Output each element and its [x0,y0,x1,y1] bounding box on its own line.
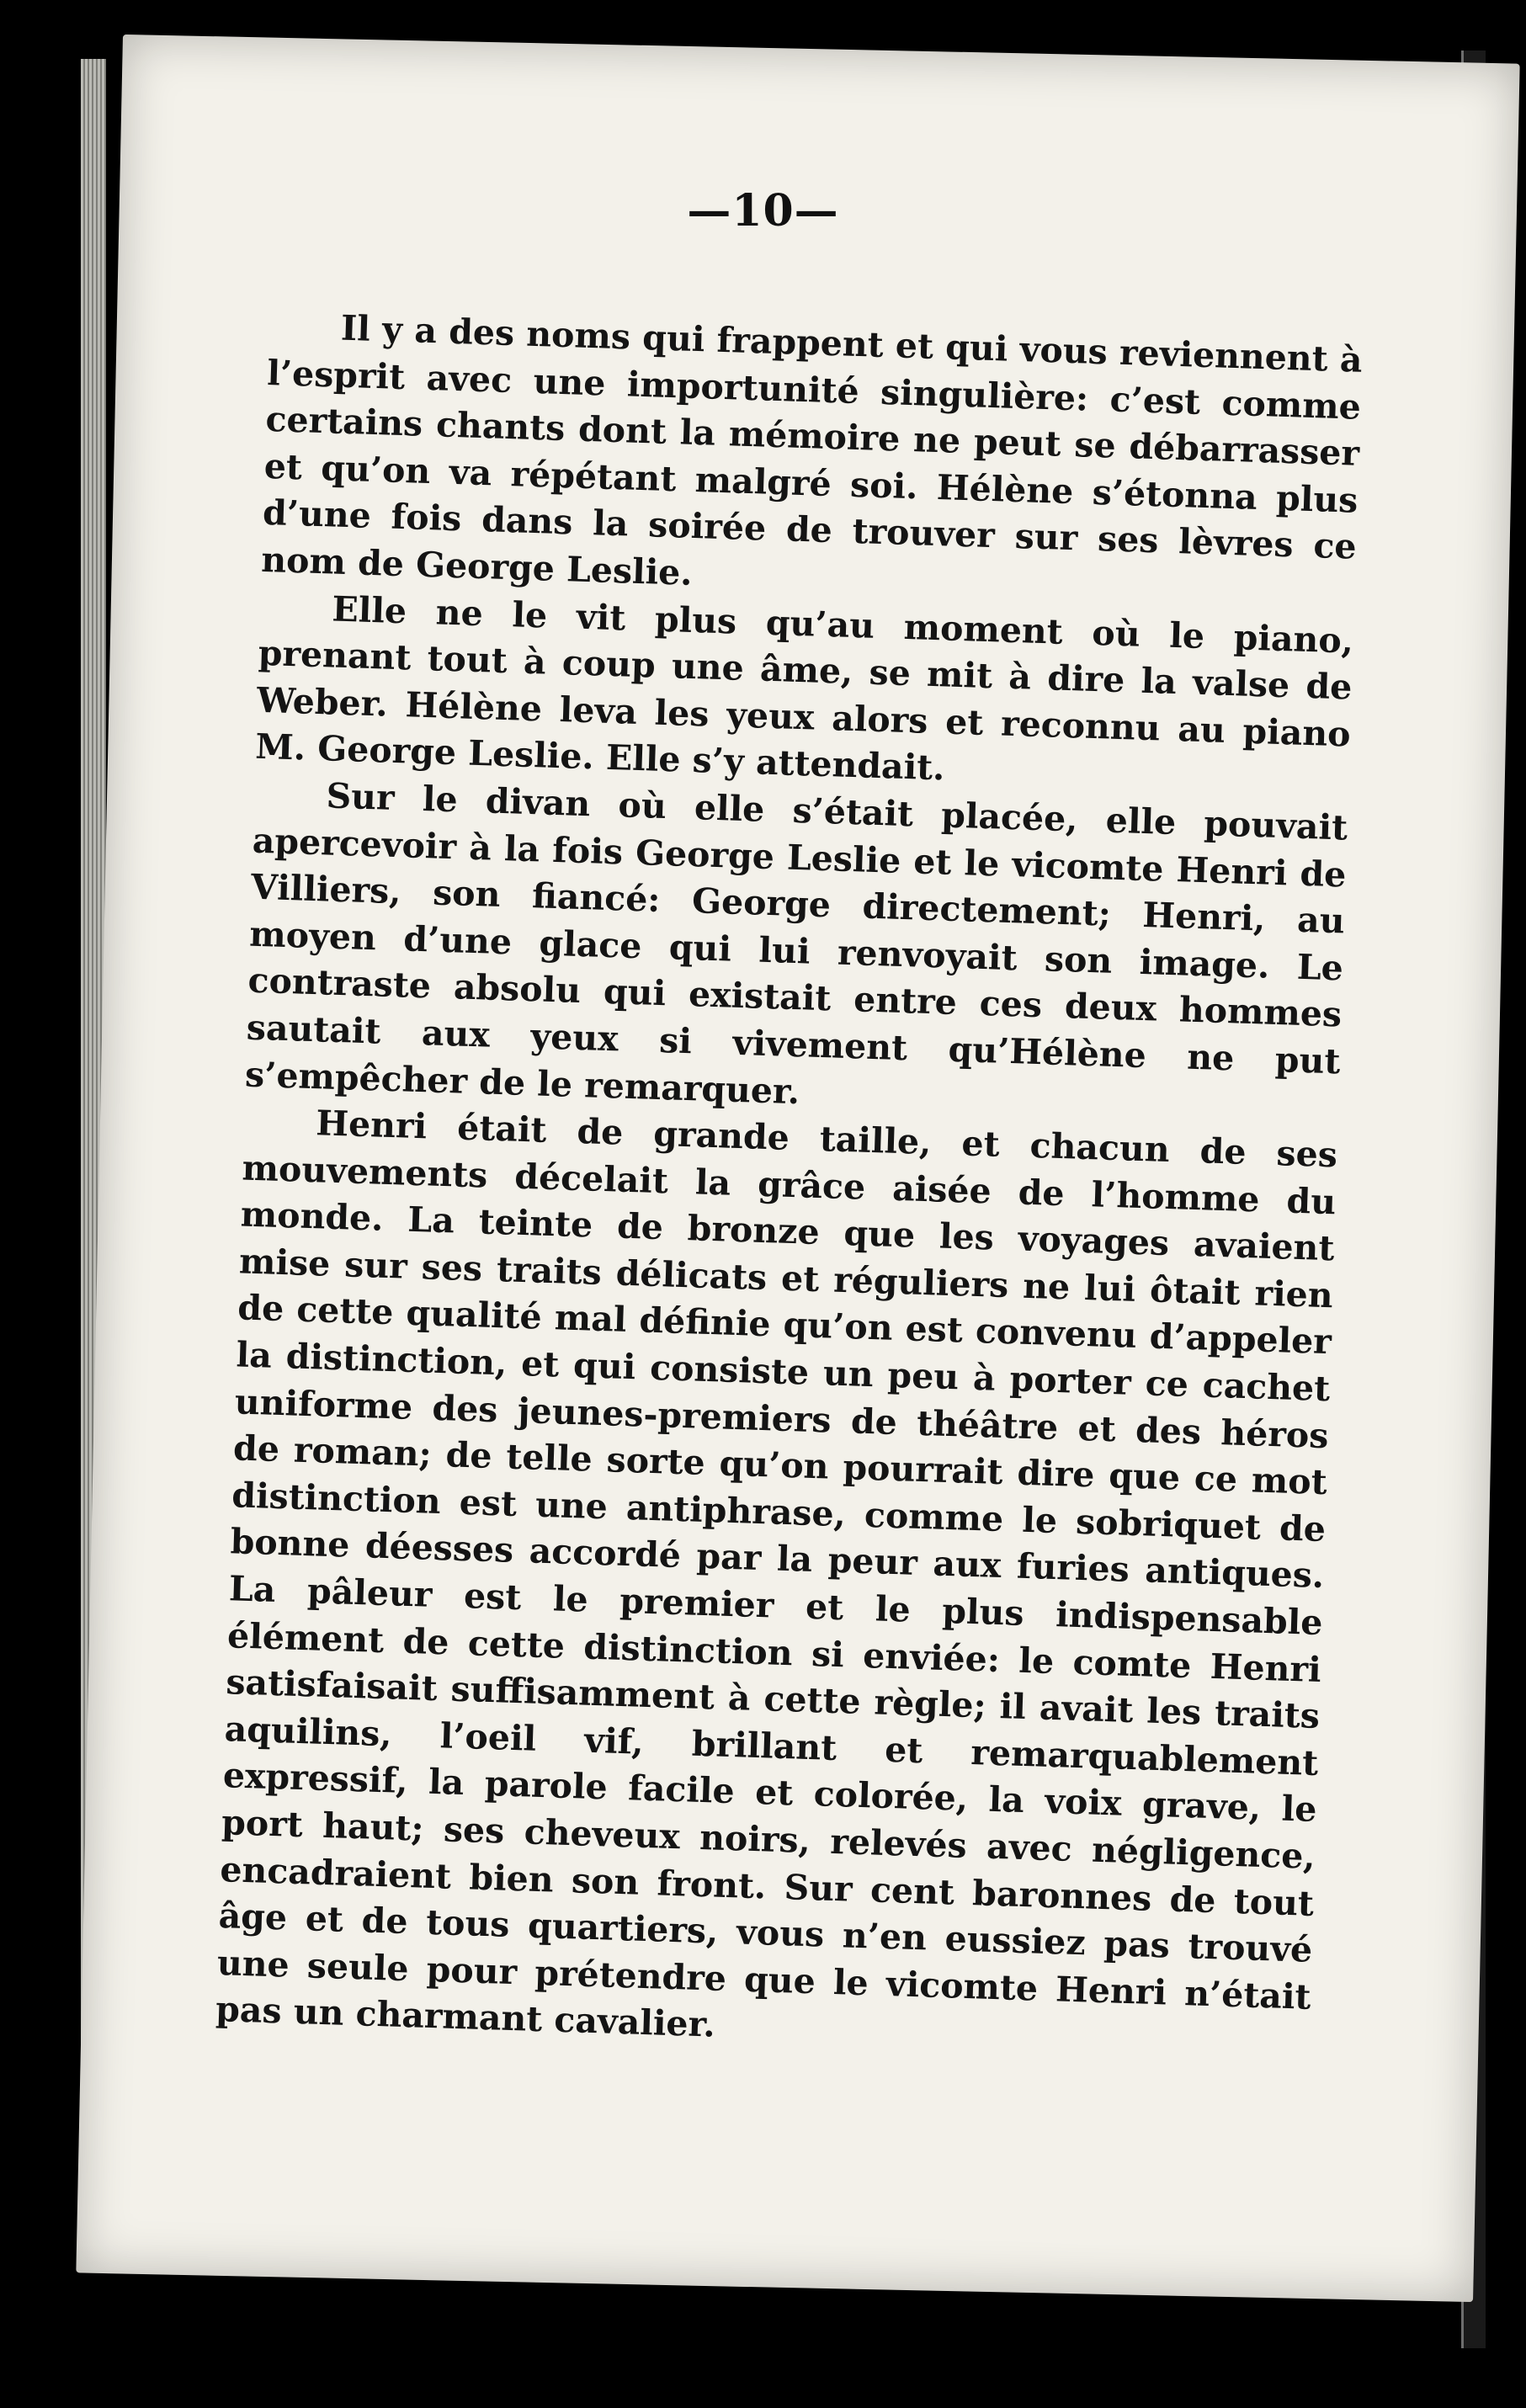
paragraph: Sur le divan où elle s’était placée, elle pouvait apercevoir à la fois George Leslie et le vicomte Henri de Villiers, son fiancé: George directement; Henri, au moyen d’une glace qui lui renvoyait son image. Le contraste absolu qui existait entre ces deux hommes sautait aux yeux si vivement qu’Hélène ne put s’empêcher de le remarquer. [244,775,1348,1112]
paragraph: Henri était de grande taille, et chacun de ses mouvements décelait la grâce aisée de l’homme du monde. La teinte de bronze que les voyages avaient mise sur ses traits délicats et réguliers ne lui ôtait rien de cette qualité mal définie qu’on est convenu d’appeler la distinction, et qui consiste un peu à porter ce cachet uniforme des jeunes-premiers de théâtre et des héros de roman; de telle sorte qu’on pourrait dire que ce mot distinction est une antiphrase, comme le sobriquet de bonne déesses accordé par la peur aux furies antiques. La pâleur est le premier et le plus indispensable élément de cette distinction si enviée: le comte Henri satisfaisait suffisamment à cette règle; il avait les traits aquilins, l’oeil vif, brillant et remarquablement expressif, la parole facile et colorée, la voix grave, le port haut; ses cheveux noirs, relevés avec négligence, encadraient bien son front. Sur cent baronnes de tout âge et de tous quartiers, vous n’en eussiez pas trouvé une seule pour prétendre que le vicomte Henri n’était pas un charmant cavalier. [215,1103,1338,2046]
paragraph: Elle ne le vit plus qu’au moment où le piano, prenant tout à coup une âme, se mit à dire la valse de Weber. Hélène leva les yeux alors et reconnu au piano M. George Leslie. Elle s’y attendait. [254,588,1354,789]
page-number: —10— [687,185,839,237]
paragraph: Il y a des noms qui frappent et qui vous reviennent à l’esprit avec une importunité singulière: c’est comme certains chants dont la mémoire ne peut se débarrasser et qu’on va répétant malgré soi. Hélène s’étonna plus d’une fois dans la soirée de trouver sur ses lèvres ce nom de George Leslie. [260,307,1364,593]
page-text [215,303,1363,2068]
